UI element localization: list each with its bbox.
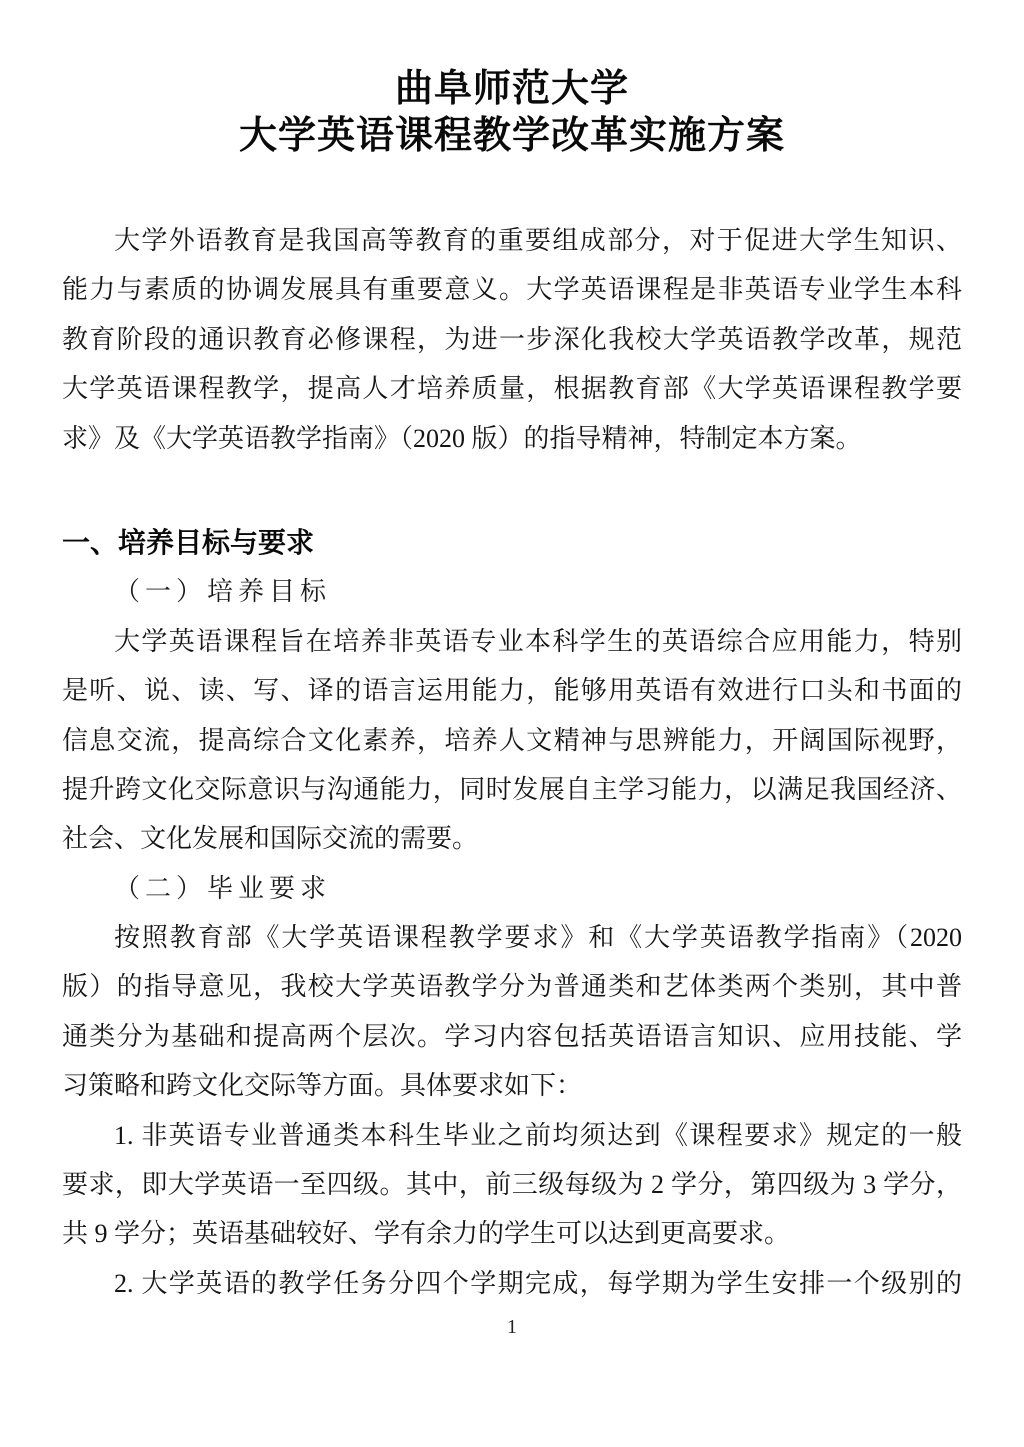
- section-1-sub-2-heading: （二）毕业要求: [114, 873, 332, 903]
- text-line: 求》及《大学英语教学指南》（2020 版）的指导精神，特制定本方案。: [62, 423, 862, 453]
- text-line: 习策略和跨文化交际等方面。具体要求如下：: [62, 1071, 583, 1101]
- document-title-line-2: 大学英语课程教学改革实施方案: [238, 115, 785, 157]
- text-line: 2. 大学英语的教学任务分四个学期完成，每学期为学生安排一个级别的: [114, 1268, 962, 1298]
- page-number: 1: [507, 1316, 517, 1338]
- text-line: 要求，即大学英语一至四级。其中，前三级每级为 2 学分，第四级为 3 学分，: [62, 1170, 962, 1200]
- text-line: 大学英语课程旨在培养非英语专业本科学生的英语综合应用能力，特别: [114, 626, 962, 656]
- text-line: 能力与素质的协调发展具有重要意义。大学英语课程是非英语专业学生本科: [62, 275, 962, 305]
- text-line: 是听、说、读、写、译的语言运用能力，能够用英语有效进行口头和书面的: [62, 676, 962, 706]
- text-line: 按照教育部《大学英语课程教学要求》和《大学英语教学指南》（2020: [114, 923, 962, 953]
- document-title: [62, 66, 962, 160]
- text-line: 提升跨文化交际意识与沟通能力，同时发展自主学习能力，以满足我国经济、: [62, 774, 962, 804]
- graduation-requirements-paragraph: [62, 913, 962, 1111]
- text-line: 大学外语教育是我国高等教育的重要组成部分，对于促进大学生知识、: [114, 226, 962, 255]
- section-1-heading: 一、培养目标与要求: [62, 526, 315, 558]
- text-line: 信息交流，提高综合文化素养，培养人文精神与思辨能力，开阔国际视野，: [62, 725, 962, 755]
- text-line: 共 9 学分；英语基础较好、学有余力的学生可以达到更高要求。: [62, 1219, 791, 1249]
- text-line: 大学英语课程教学，提高人才培养质量，根据教育部《大学英语课程教学要: [62, 374, 962, 404]
- section-1-sub-1-heading: （一）培养目标: [114, 577, 332, 607]
- text-line: 教育阶段的通识教育必修课程，为进一步深化我校大学英语教学改革，规范: [62, 324, 962, 354]
- intro-paragraph: [62, 216, 962, 463]
- requirement-item-2-paragraph: [62, 1259, 962, 1308]
- training-objectives-paragraph: [62, 617, 962, 864]
- text-line: 社会、文化发展和国际交流的需要。: [62, 824, 479, 854]
- document-title-line-1: 曲阜师范大学: [394, 68, 629, 110]
- text-line: 1. 非英语专业普通类本科生毕业之前均须达到《课程要求》规定的一般: [114, 1120, 962, 1150]
- requirement-item-1-paragraph: [62, 1111, 962, 1259]
- document-content: [62, 0, 962, 1308]
- text-line: 通类分为基础和提高两个层次。学习内容包括英语语言知识、应用技能、学: [62, 1021, 962, 1051]
- text-line: 版）的指导意见，我校大学英语教学分为普通类和艺体类两个类别，其中普: [62, 972, 962, 1002]
